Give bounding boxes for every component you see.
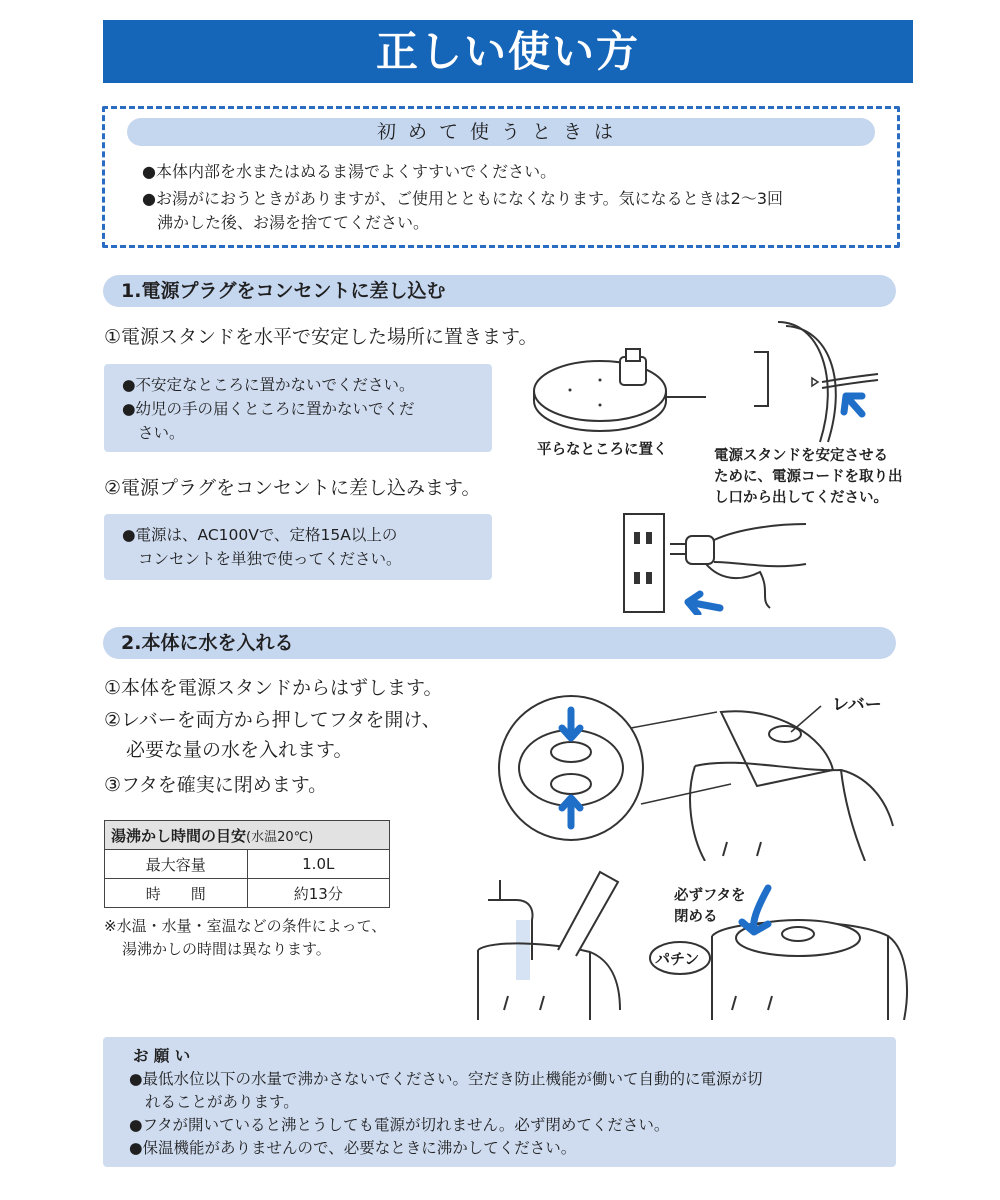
section-1-step-2-notes bbox=[104, 514, 492, 580]
pouring-water-illustration bbox=[470, 860, 630, 1020]
section-1-step-1: ①電源スタンドを水平で安定した場所に置きます。 bbox=[104, 326, 538, 348]
table-cell-label: 最大容量 bbox=[105, 850, 248, 879]
label-click: パチン bbox=[655, 950, 700, 968]
section-2-step-2-cont: 必要な量の水を入れます。 bbox=[126, 739, 353, 761]
caption-line: し口から出してください。 bbox=[714, 490, 888, 506]
request-bullet: ●保温機能がありませんので、必要なときに沸かしてください。 bbox=[129, 1139, 577, 1157]
note-line: さい。 bbox=[138, 424, 185, 442]
caption-cord-outlet bbox=[714, 446, 903, 509]
note-line: ●幼児の手の届くところに置かないでくだ bbox=[122, 400, 415, 418]
section-2-step-2: ②レバーを両方から押してフタを開け、 bbox=[104, 709, 441, 731]
section-2-heading: 2.本体に水を入れる bbox=[103, 627, 896, 659]
power-stand-illustration bbox=[530, 335, 710, 435]
table-row bbox=[105, 850, 390, 879]
section-1-step-2: ②電源プラグをコンセントに差し込みます。 bbox=[104, 477, 481, 499]
caption-line: ために、電源コードを取り出 bbox=[714, 469, 903, 485]
caption-line: 電源スタンドを安定させる bbox=[714, 448, 888, 464]
request-heading: お 願 い bbox=[133, 1047, 191, 1065]
request-box bbox=[103, 1037, 896, 1167]
table-row bbox=[105, 879, 390, 908]
wall-outlet-illustration bbox=[620, 510, 810, 615]
caption-flat-place: 平らなところに置く bbox=[537, 442, 668, 458]
first-use-bullet-1: ●本体内部を水またはぬるま湯でよくすすいでください。 bbox=[142, 162, 557, 181]
boil-time-header bbox=[105, 821, 390, 850]
table-cell-value: 約13分 bbox=[247, 879, 390, 908]
label-line: 閉める bbox=[674, 909, 718, 925]
section-2-step-3: ③フタを確実に閉めます。 bbox=[104, 774, 328, 796]
table-note-2: 湯沸かしの時間は異なります。 bbox=[122, 940, 331, 958]
first-use-heading: 初めて使うときは bbox=[127, 118, 875, 146]
label-line: 必ずフタを bbox=[674, 888, 746, 904]
table-note-1: ※水温・水量・室温などの条件によって、 bbox=[104, 917, 387, 935]
label-close-lid bbox=[674, 886, 746, 928]
first-use-bullet-2-cont: 沸かした後、お湯を捨ててください。 bbox=[157, 213, 430, 232]
page-title: 正しい使い方 bbox=[103, 20, 913, 83]
boil-time-table bbox=[104, 820, 390, 908]
note-line: ●不安定なところに置かないでください。 bbox=[122, 376, 415, 394]
note-line: コンセントを単独で使ってください。 bbox=[138, 550, 402, 568]
label-lever: レバー bbox=[832, 695, 882, 715]
section-1-heading: 1.電源プラグをコンセントに差し込む bbox=[103, 275, 896, 307]
cord-outlet-illustration bbox=[750, 318, 880, 446]
section-1-step-1-notes bbox=[104, 364, 492, 452]
request-bullet-cont: れることがあります。 bbox=[145, 1093, 299, 1111]
note-line: ●電源は、AC100Vで、定格15A以上の bbox=[122, 526, 398, 544]
boil-time-title: 湯沸かし時間の目安 bbox=[111, 826, 247, 845]
request-bullet: ●フタが開いていると沸とうしても電源が切れません。必ず閉めてください。 bbox=[129, 1116, 670, 1134]
section-2-step-1: ①本体を電源スタンドからはずします。 bbox=[104, 677, 443, 699]
table-cell-label: 時 間 bbox=[105, 879, 248, 908]
request-bullet: ●最低水位以下の水量で沸かさないでください。空だき防止機能が働いて自動的に電源が切 bbox=[129, 1070, 763, 1088]
table-cell-value: 1.0L bbox=[247, 850, 390, 879]
first-use-bullet-2: ●お湯がにおうときがありますが、ご使用とともになくなります。気になるときは2～3回 bbox=[142, 189, 784, 208]
boil-time-condition: (水温20℃) bbox=[246, 829, 314, 845]
